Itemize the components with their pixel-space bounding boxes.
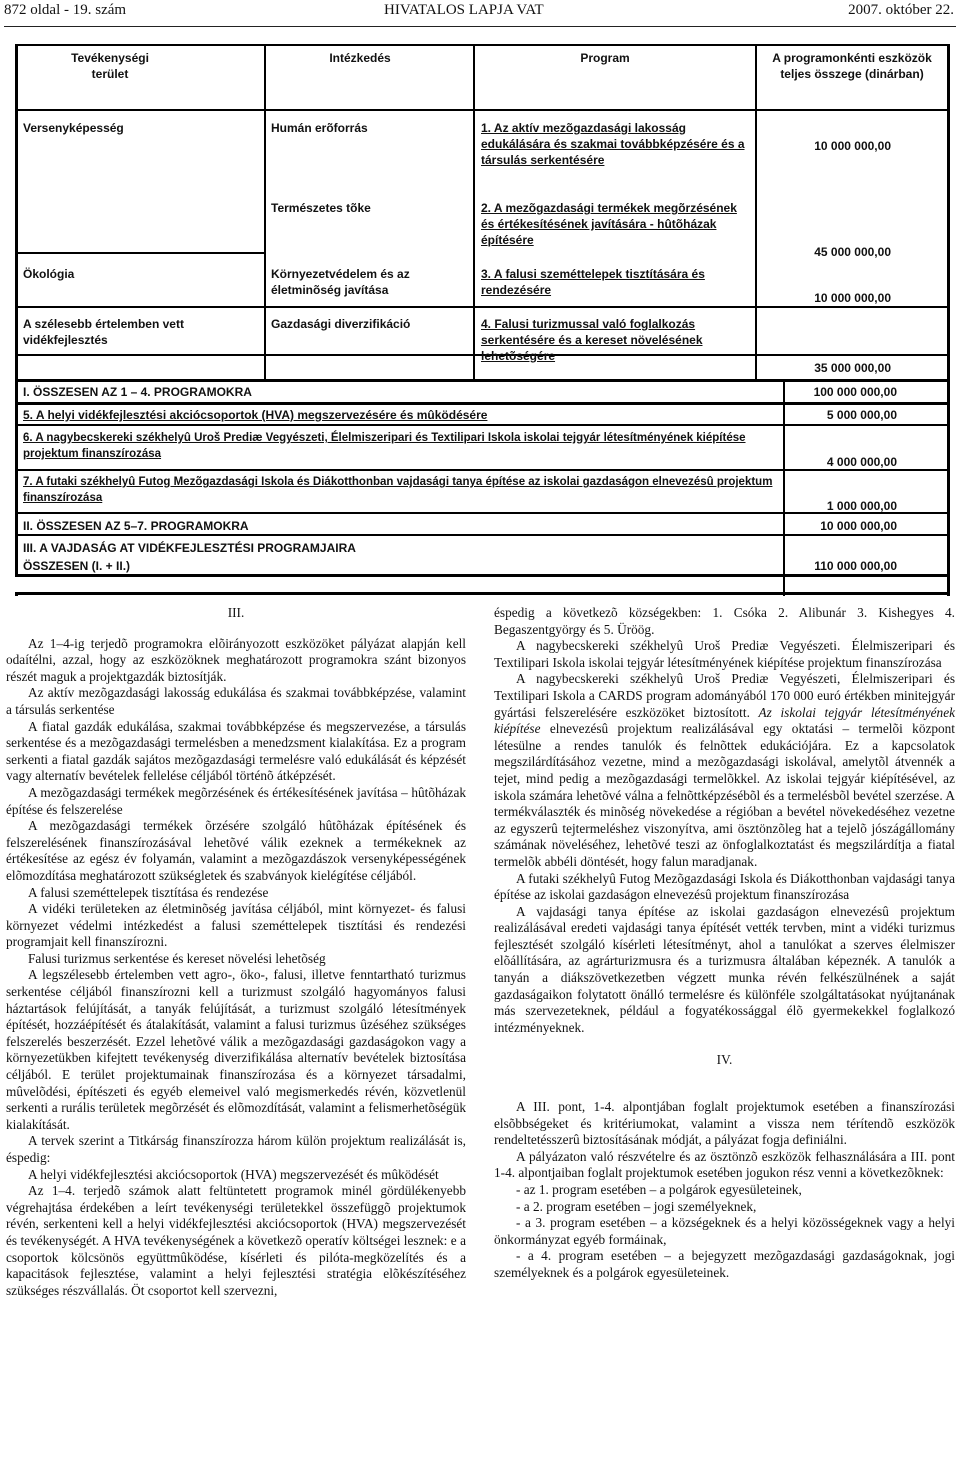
table-cell-amount: 45 000 000,00 <box>814 245 891 259</box>
program5-label: 5. A helyi vidékfejlesztési akciócsoportok (HVA) megszervezésére és mûködésére <box>23 408 488 422</box>
table-header-area: Tevékenységi terület <box>71 51 149 81</box>
table-cell-area: Ökológia <box>23 267 75 281</box>
table-cell-program: 1. Az aktív mezõgazdasági lakosság edukálására és szakmai továbbképzésére és a társulás serkentésére <box>481 121 745 167</box>
paragraph: A fiatal gazdák edukálása, szakmai továbbképzése és megszervezése, a társulás serkentése és a mezõgazdasági termelésben a menedzsment kialakítása. Ez a program serkenti a fiatal gazdák sajátos mezõgazdasági termelésre való edukálását és képzését vagy alternatív bevételek fellelése céljából történõ átképzését. <box>6 718 466 784</box>
paragraph: Az 1–4-ig terjedõ programokra elõirányozott eszközöket pályázat alapján kell odaítélni, azzal, hogy az eszközöknek meghatározott programokra szánt bizonyos részét maguk a projektgazdák biztosítják. <box>6 635 466 684</box>
table-header-measure: Intézkedés <box>329 51 391 65</box>
table-cell-amount: 35 000 000,00 <box>814 361 891 375</box>
table-cell-program: 2. A mezõgazdasági termékek megõrzésének és értékesítésének javítására - hûtõházak építésére <box>481 201 737 247</box>
table-cell-amount: 10 000 000,00 <box>814 139 891 153</box>
table-rule <box>15 306 950 308</box>
paragraph: A pályázaton való részvételre és az ösztönzõ eszközök felhasználására a III. pont 1-4. alpontjaiban foglalt projektumok esetében jogukon rész venni a következõknek: <box>494 1148 955 1181</box>
header-left: 872 oldal - 19. szám <box>4 2 127 18</box>
section-heading: III. <box>227 605 245 620</box>
paragraph: A vidéki területeken az életminõség javítása céljából, mint környezet- és falusi környezet védelmi intézkedést a falusi szeméttelepek tisztítási és rendezési programjait kell finanszírozni. <box>6 901 466 950</box>
paragraph: A mezõgazdasági termékek õrzésére szolgáló hûtõházak építésének és felszerelésének finanszírozásával lehetõvé válik ezeknek a termékeknek az értékesítése az egész év folyamán, valamint a mezõgazdászok versenyképességének elõmozdítása meghatározott szükségletek és szabványok kielégítése céljából. <box>6 818 466 883</box>
paragraph <box>494 1036 955 1052</box>
table-border-bottom <box>15 592 950 595</box>
paragraph: A III. pont, 1-4. alpontjában foglalt projektumok esetében a finanszírozási elsõbbségeket és kritériumokat, valamint a vissza nem térítendõ eszközök rendeltetésszerû biztosításának módját, a pályázat fogja definiálni. <box>494 1099 955 1148</box>
table-cell-program: 4. Falusi turizmussal való foglalkozás serkentésére és a kereset növelésének lehetõségére <box>481 317 703 363</box>
paragraph: - a 4. program esetében – a bejegyzett mezõgazdasági gazdaságoknak, jogi személyeknek és a polgárok egyesületeinek. <box>494 1248 955 1280</box>
table-col-rule <box>473 44 475 379</box>
table-rule <box>15 574 950 577</box>
sum1-value: 100 000 000,00 <box>813 385 897 399</box>
header-rule <box>4 26 956 27</box>
table-rule <box>15 379 950 382</box>
table-header-rule <box>15 109 950 111</box>
budget-table <box>15 44 950 596</box>
program6-value: 4 000 000,00 <box>826 455 897 469</box>
header-right: 2007. október 22. <box>848 2 954 18</box>
paragraph: A helyi vidékfejlesztési akciócsoportok (HVA) megszervezését és mûködését <box>28 1166 439 1182</box>
paragraph: A mezõgazdasági termékek megõrzésének és értékesítésének javítása – hûtõházak építése és felszerelése <box>6 784 466 817</box>
table-rule <box>15 424 950 426</box>
paragraph: A tervek szerint a Titkárság finanszírozza három külön projektum realizálását is, éspedig: <box>6 1133 466 1165</box>
program7-label: 7. A futaki székhelyû Futog Mezõgazdasági Iskola és Diákotthonban vajdasági tanya építése az iskolai gazdaságon elnevezésû projektum finanszírozása <box>23 476 773 504</box>
paragraph: - a 3. program esetében – a községeknek és a helyi közösségeknek vagy a helyi önkormányzat egyéb formáinak, <box>494 1215 955 1247</box>
paragraph: Az aktív mezõgazdasági lakosság edukálása és szakmai továbbképzése, valamint a társulás serkentése <box>6 685 466 717</box>
table-header-amount: A programonkénti eszközök teljes összege (dinárban) <box>772 51 932 81</box>
paragraph: A falusi szeméttelepek tisztítása és rendezése <box>28 884 269 900</box>
paragraph: A nagybecskereki székhelyû Uroš Prediæ Vegyészeti, Élelmiszeripari és Textilipari Iskola a CARDS program adományából 170 000 euró értékben minitejgyár gyártási felszerelésére eszközöket biztosított. Az iskolai tejgyár létesítményének kiépítése elnevezésû projektum realizálásával egy oktatási – termelõi központ létesülne a rendes tanulók és felnõttek edukációjára. Ez a kapcsolatok megszilárdításához vezetne, mind a mezõgazdasági iskolával, amelytõl átvennék a tejet, mind pedig a mezõgazdasági termelõkkel. Az iskolai tejgyár kiépítésével, az iskola számára lehetõvé válna a felnõttképzésébõl és a termelésbõl bevétel szerzése. A termékválaszték és minõség növekedése a régióban a bevétel növekedéséhez vezetne az egyszerû tejtermeléshez viszonyítva, ami ösztönzõleg hat a tejelõ jószágállomány számának növeléséhez, lehetõvé teszi az önfoglalkoztatást és megszilárdítja a fiatal termelõk abbéli döntését, hogy falun maradjanak. <box>494 671 956 869</box>
paragraph: A nagybecskereki székhelyû Uroš Prediæ Vegyészeti. Élelmiszeripari és Textilipari Iskola iskolai tejgyár létesítményének kiépítése projektum finanszírozása <box>494 638 955 670</box>
paragraph: A vajdasági tanya építése az iskolai gazdaságon elnevezésû projektum realizálásával eredeti vajdasági tanya építését vették tervben, mint a vidéki turizmus fejlesztését szolgáló kísérleti létesítményt, ahol a tanulókat a szerves élelmiszer elõállítására, az agrárturizmusra és a turizmusra általában képeznék. A tanulók a tanyán a diákszövetkezetben végzett munka révén felkészülnének a saját gazdaságaikon folytatott önálló termelésre és különféle szolgáltatásokat nyújtanának más szervezeteknek, például a fogyatékossággal élõ gyermekekkel foglalkozó intézményeknek. <box>494 903 955 1035</box>
table-cell-measure: Természetes tõke <box>271 201 371 215</box>
paragraph: A futaki székhelyû Futog Mezõgazdasági Iskola és Diákotthonban vajdasági tanya építése az iskolai gazdaságon elnevezésû projektum finanszírozása <box>494 870 955 903</box>
table-border-left <box>15 592 18 596</box>
sum1-label: I. ÖSSZESEN AZ 1 – 4. PROGRAMOKRA <box>23 385 252 399</box>
sum3-label-2: ÖSSZESEN (I. + II.) <box>23 559 131 573</box>
table-cell-amount: 10 000 000,00 <box>814 291 891 305</box>
paragraph: éspedig a következõ községekben: 1. Csóka 2. Alibunár 3. Kishegyes 4. Begaszentgyörgy és 5. Üröög. <box>494 605 955 637</box>
sum3-label-1: III. A VAJDASÁG AT VIDÉKFEJLESZTÉSI PROGRAMJAIRA <box>23 541 356 555</box>
table-cell-area: Versenyképesség <box>23 121 124 135</box>
table-cell-measure: Humán erõforrás <box>271 121 368 135</box>
page-header <box>0 0 960 26</box>
program7-value: 1 000 000,00 <box>826 499 897 513</box>
paragraph: Falusi turizmus serkentése és kereset növelési lehetõség <box>28 950 326 966</box>
table-rule <box>15 252 265 254</box>
sum3-value: 110 000 000,00 <box>814 559 897 573</box>
table-cell-measure: Környezetvédelem és az életminõség javítása <box>271 267 410 297</box>
right-column <box>494 605 955 1282</box>
paragraph <box>494 1083 955 1099</box>
table-rule <box>15 534 950 536</box>
program6-label: 6. A nagybecskereki székhelyû Uroš Prediæ Vegyészeti, Élelmiszeripari és Textilipari Iskola iskolai tejgyár létesítményének kiépítése projektum finanszírozása <box>23 432 746 460</box>
table-rule <box>15 402 950 405</box>
header-center: HIVATALOS LAPJA VAT <box>384 2 544 18</box>
table-cell-program: 3. A falusi szeméttelepek tisztítására és rendezésére <box>481 267 705 297</box>
program5-value: 5 000 000,00 <box>826 408 897 422</box>
paragraph: - az 1. program esetében – a polgárok egyesületeinek, <box>516 1182 802 1197</box>
table-cell-measure: Gazdasági diverzifikáció <box>271 317 411 331</box>
paragraph: A legszélesebb értelemben vett agro-, öko-, falusi, illetve fenntartható turizmus serkentése céljából finanszírozni kell a turizmust szolgáló hagyományos falusi háztartások felújítását, a tanyák felújítását, a turizmust szolgáló létesítmények építését, hozzáépítését és átalakítását, valamint a falusi turizmus ûzéséhez szükséges felszerelés beszerzését. Ezzel lehetõvé válik a mezõgazdasági gazdaságokon vagy a környezetükben kifejtett tevékenység diverzifikálása alternatív bevételek biztosítása céljából. E terület projektumainak finanszírozása és a környezet társadalmi, mûvelõdési, építészeti és egyéb elemeivel való megismerkedés révén, közvetlenül serkenti a rurális területek megõrzését és elõmozdítását, valamint a felismerhetõségük kialakítását. <box>6 967 466 1132</box>
sum2-value: 10 000 000,00 <box>820 519 897 533</box>
table-col-rule <box>755 44 757 379</box>
table-border-top <box>15 44 950 46</box>
table-col-rule <box>264 44 266 379</box>
sum2-label: II. ÖSSZESEN AZ 5–7. PROGRAMOKRA <box>23 519 249 533</box>
left-column <box>6 605 466 1299</box>
section-heading: IV. <box>716 1052 733 1068</box>
table-col-rule <box>783 379 785 596</box>
table-border-left <box>15 44 18 574</box>
paragraph: - a 2. program esetében – jogi személyeknek, <box>516 1198 757 1214</box>
table-cell-area: A szélesebb értelemben vett vidékfejlesztés <box>23 317 184 347</box>
paragraph: Az 1–4. terjedõ számok alatt feltüntetett programok minél gördülékenyebb végrehajtása érdekében a leírt tevékenységi területekkel összefüggõ projektumok révén, serkenteni kell a helyi vidékfejlesztési akciócsoportok (HVA) megszervezését és tevékenységét. A HVA tevékenységének a következõ operatív költségei lesznek: e a csoportok kölcsönös együttmûködése, kísérleti és pilóta-megközelítés és a kapacitások fejlesztése, valamint a helyi fejlesztési stratégia elõkészítéséhez szükséges részvállalás. Öt csoportot kell szervezni, <box>6 1183 466 1298</box>
table-header-program: Program <box>580 51 630 65</box>
